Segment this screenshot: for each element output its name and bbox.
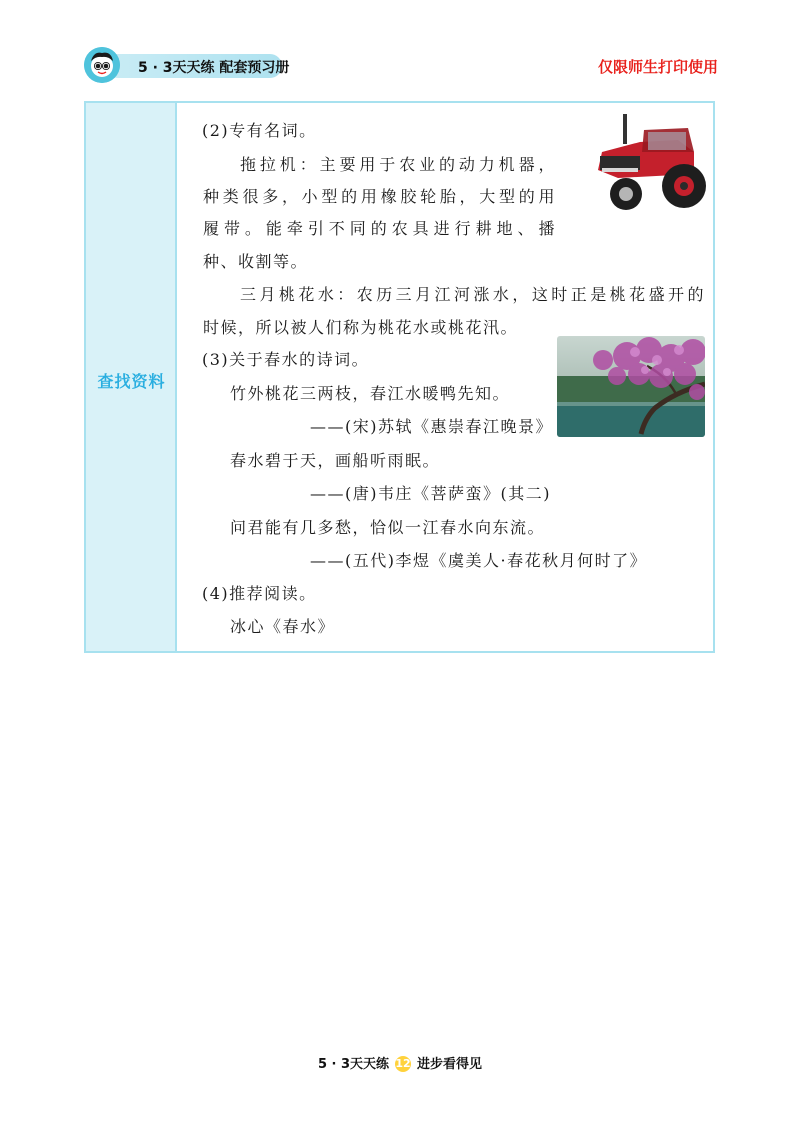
- poem-1-source: ——(宋)苏轼《惠崇春江晚景》: [310, 417, 553, 436]
- section-label: 查找资料: [97, 372, 166, 391]
- label-cell: [86, 103, 177, 651]
- footer-slogan: 进步看得见: [417, 1057, 483, 1072]
- footer-series: 5 · 3天天练: [317, 1057, 390, 1072]
- peach-water-line-2: 时候，所以被人们称为桃花水或桃花汛。: [203, 318, 519, 337]
- poem-2-source: ——(唐)韦庄《菩萨蛮》(其二): [310, 484, 551, 503]
- tractor-line-3: 履带。能牵引不同的农具进行耕地、播: [203, 219, 556, 238]
- item-3-title: (3)关于春水的诗词。: [202, 350, 370, 369]
- recommended-reading: 冰心《春水》: [230, 617, 336, 636]
- series-title: 5 · 3天天练 配套预习册: [138, 60, 290, 76]
- peach-water-line-1: 三月桃花水：农历三月江河涨水，这时正是桃花盛开的: [240, 285, 705, 304]
- peach-blossom-photo: [557, 336, 705, 437]
- poem-2: 春水碧于天，画船听雨眠。: [230, 451, 441, 470]
- header-series-badge: [84, 47, 290, 81]
- item-2-title: (2)专有名词。: [202, 121, 317, 140]
- print-notice: 仅限师生打印使用: [597, 58, 718, 76]
- page-footer: [0, 1053, 800, 1072]
- series-pill: [106, 54, 290, 78]
- page-number: 12: [395, 1057, 411, 1070]
- tractor-photo: [588, 112, 710, 216]
- tractor-line-2: 种类很多，小型的用橡胶轮胎，大型的用: [203, 187, 556, 206]
- poem-3: 问君能有几多愁，恰似一江春水向东流。: [230, 518, 546, 537]
- item-4-title: (4)推荐阅读。: [202, 584, 317, 603]
- poem-3-source: ——(五代)李煜《虞美人·春花秋月何时了》: [310, 551, 648, 570]
- tractor-line-1: 拖拉机：主要用于农业的动力机器，: [240, 155, 556, 174]
- poem-1: 竹外桃花三两枝，春江水暖鸭先知。: [230, 384, 511, 403]
- mascot-face-icon: [84, 47, 120, 83]
- tractor-line-4: 种、收割等。: [203, 252, 309, 271]
